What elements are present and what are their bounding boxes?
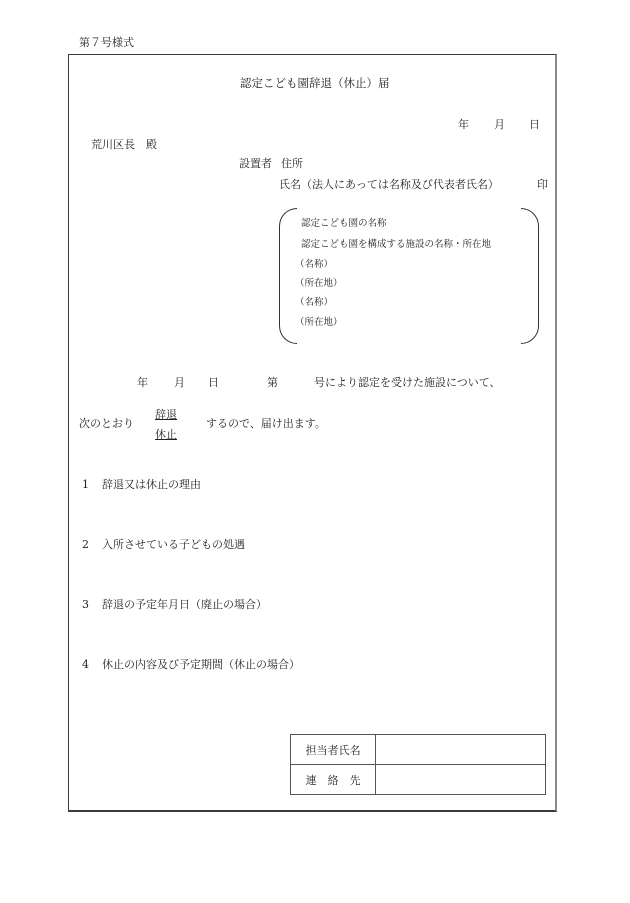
contact-table	[290, 734, 546, 795]
item-number: 3	[82, 598, 89, 611]
contact-field[interactable]	[376, 765, 546, 795]
decl-number-prefix: 第	[267, 376, 278, 389]
date-month-label: 月	[494, 118, 505, 131]
item-text: 辞退又は休止の理由	[102, 478, 201, 491]
decl-month-label: 月	[174, 376, 185, 389]
person-in-charge-label: 担当者氏名	[291, 735, 376, 765]
seal-mark: 印	[537, 178, 548, 191]
choice-suspend: 休止	[155, 428, 177, 441]
founder-name-label: 氏名（法人にあっては名称及び代表者氏名）	[279, 178, 499, 191]
choice-withdraw: 辞退	[155, 408, 177, 421]
item-number: 2	[82, 538, 89, 551]
facility-name-label: 認定こども園の名称	[301, 218, 387, 229]
date-day-label: 日	[529, 118, 540, 131]
item-text: 休止の内容及び予定期間（休止の場合）	[102, 658, 300, 671]
table-row	[291, 765, 546, 795]
right-bracket	[521, 208, 539, 344]
table-row	[291, 735, 546, 765]
decl-suffix: するので、届け出ます。	[206, 417, 326, 430]
component-location-2: （所在地）	[295, 317, 343, 328]
item-text: 辞退の予定年月日（廃止の場合）	[102, 598, 267, 611]
decl-day-label: 日	[208, 376, 219, 389]
contact-label: 連 絡 先	[291, 765, 376, 795]
founder-label: 設置者	[239, 157, 272, 170]
form-frame	[68, 54, 557, 812]
component-location-1: （所在地）	[295, 278, 343, 289]
form-number: 第７号様式	[79, 36, 134, 49]
component-name-1: （名称）	[295, 259, 334, 270]
addressee: 荒川区長 殿	[91, 138, 157, 151]
decl-year-label: 年	[137, 376, 148, 389]
decl-number-suffix: 号により認定を受けた施設について、	[314, 376, 501, 389]
item-number: 4	[82, 658, 89, 671]
decl-prefix: 次のとおり	[79, 417, 134, 430]
person-in-charge-field[interactable]	[376, 735, 546, 765]
date-year-label: 年	[458, 118, 469, 131]
component-name-2: （名称）	[295, 297, 334, 308]
document-title: 認定こども園辞退（休止）届	[240, 76, 390, 90]
founder-address-label: 住所	[281, 157, 303, 170]
item-number: 1	[82, 478, 89, 491]
item-text: 入所させている子どもの処遇	[102, 538, 245, 551]
facility-components-label: 認定こども園を構成する施設の名称・所在地	[301, 239, 492, 250]
